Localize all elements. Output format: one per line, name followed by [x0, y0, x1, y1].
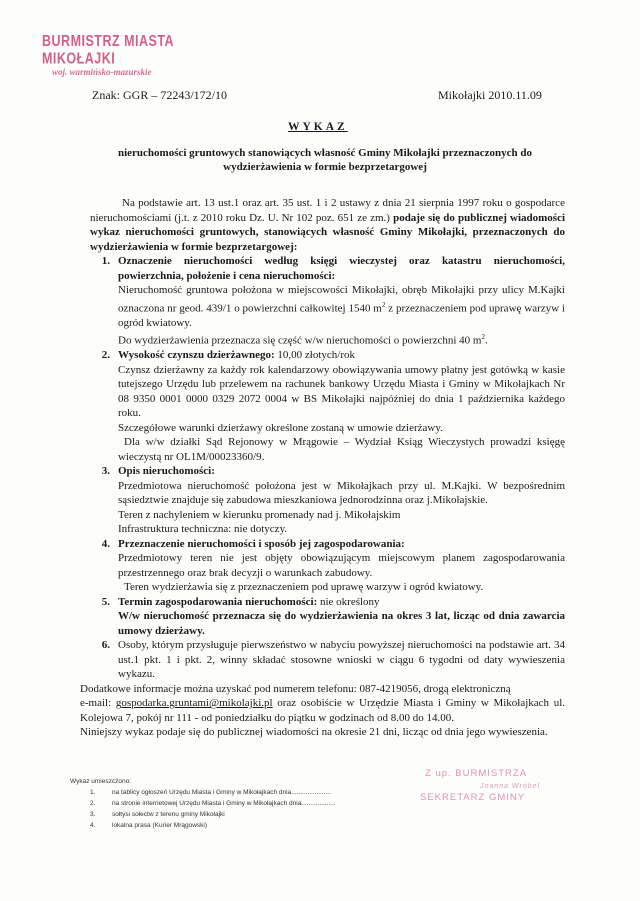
list-item: 2. Wysokość czynszu dzierżawnego: 10,00 złotych/rok Czynsz dzierżawny za każdy rok kalendarzowy obowiązywania umowy płatny jest gotówką w kasie tutejszego Urzędu lub przelewem na rachunek bankowy Urzędu Miasta i Gminy w Mikołajkach Nr 08 9350 0001 0000 0329 2072 0004 w BS Mikołajki najpóźniej do dnia 1 października każdego roku. Szczegółowe warunki dzierżawy określone zostaną w umowie dzierżawy. Dla w/w działki Sąd Rejonowy w Mrągowie – Wydział Ksiąg Wieczystych prowadzi księgę wieczystą nr OL1M/00023360/9. — [88, 348, 565, 464]
item-number: 2. — [101, 349, 110, 362]
intro-paragraph — [90, 196, 565, 254]
stamp-line-3: SEKRETARZ GMINY — [420, 792, 526, 803]
stamp-line-1: BURMISTRZ MIASTA MIKOŁAJKI — [42, 32, 174, 67]
list-item — [88, 638, 565, 682]
list-item — [88, 537, 565, 595]
item-number: 1. — [101, 255, 110, 267]
posting-item: 1. na tablicy ogłoszeń Urzędu Miasta i Gminy w Mikołajkach dnia...................... — [90, 789, 331, 796]
section-list — [90, 254, 565, 682]
posting-item: 2. na stronie internetowej Urzędu Miasta i Gminy w Mikołajkach dnia................... — [90, 800, 336, 807]
item-heading: Oznaczenie nieruchomości według księgi wieczystej oraz katastru nieruchomości, powierzchnia, położenie i cena nieruchomości: — [118, 255, 565, 282]
item-heading: Termin zagospodarowania nieruchomości: — [118, 595, 318, 608]
intro-text: Na podstawie art. 13 ust.1 oraz art. 35 ust. 1 i 2 ustawy z dnia 21 sierpnia 1997 roku o gospodarce nieruchomościami (j.t. z 2010 roku Dz. U. Nr 102 poz. 651 ze zm.) — [90, 197, 565, 224]
item-paragraph: Do wydzierżawienia przeznacza się część w/w nieruchomości o powierzchni 40 $m^2$. — [118, 333, 488, 347]
closing-info-line: Dodatkowe informacje można uzyskać pod numerem telefonu: 087-4219056, drogą elektroniczną — [80, 682, 511, 695]
item-heading: Opis nieruchomości: — [118, 465, 215, 478]
item-paragraph: Przedmiotowa nieruchomość położona jest w Mikołajkach przy ul. M.Kajki. W bezpośrednim sąsiedztwie znajduje się zabudowa mieszkaniowa jednorodzinna oraz j.Mikołajskie. — [118, 479, 565, 507]
item-paragraph: Czynsz dzierżawny za każdy rok kalendarzowy obowiązywania umowy płatny jest gotówką w kasie tutejszego Urzędu lub przelewem na rachunek bankowy Urzędu Miasta i Gminy w Mikołajkach Nr 08 9350 0001 0000 0329 2072 0004 w BS Mikołajki najpóźniej do dnia 1 października każdego roku. — [118, 363, 565, 420]
subtitle-line-1: nieruchomości gruntowych stanowiących własność Gminy Mikołajki przeznaczonych do — [117, 147, 533, 159]
item-number: 5. — [101, 595, 110, 608]
document-subtitle — [85, 146, 565, 174]
item-paragraph: Teren wydzierżawia się z przeznaczeniem pod uprawę warzyw i ogród kwiatowy. — [124, 581, 484, 594]
item-number: 6. — [101, 639, 110, 652]
stamp-line-1: Z up. BURMISTRZA — [425, 768, 528, 779]
posting-item: 3. sołtysi sołectw z terenu gminy Mikołajki — [90, 811, 225, 818]
item-heading: Wysokość czynszu dzierżawnego: — [118, 349, 275, 362]
item-paragraph: Dla w/w działki Sąd Rejonowy w Mrągowie – Wydział Ksiąg Wieczystych prowadzi księgę wieczystą nr OL1M/00023360/9. — [118, 436, 565, 463]
stamp-line-2: Joanna Wróbel — [480, 783, 541, 790]
document-title: WYKAZ — [288, 121, 348, 133]
item-paragraph: Przedmiotowy teren nie jest objęty obowiązującym miejscowym planem zagospodarowania przestrzennego oraz brak decyzji o warunkach zabudowy. — [118, 552, 565, 579]
item-paragraph: Nieruchomość gruntowa położona w miejscowości Mikołajki, obręb Mikołajki przy ulicy M.Kajki oznaczona nr geod. 439/1 o powierzchni całkowitej 1540 $m^2$ z przeznaczeniem pod uprawę warzyw i ogród kwiatowy. — [118, 284, 565, 329]
item-paragraph: Teren z nachyleniem w kierunku promenady nad j. Mikołajskim — [118, 508, 401, 521]
item-paragraph: Szczegółowe warunki dzierżawy określone zostaną w umowie dzierżawy. — [118, 421, 443, 434]
item-paragraph: Osoby, którym przysługuje pierwszeństwo w nabyciu powyższej nieruchomości na podstawie art. 34 ust.1 pkt. 1 i pkt. 2, winny składać stosowne wnioski w ciągu 6 tygodni od daty wywieszenia wykazu. — [118, 639, 565, 681]
item-number: 3. — [101, 465, 110, 478]
list-item: 5. Termin zagospodarowania nieruchomości: nie określony W/w nieruchomość przeznacza się do wydzierżawienia na okres 3 lat, licząc od dnia zawarcia umowy dzierżawy. — [88, 595, 565, 639]
document-body — [80, 196, 566, 740]
signature-stamp — [420, 768, 580, 803]
item-number: 4. — [101, 537, 110, 550]
subtitle-line-2: wydzierżawienia w formie bezprzetargowej — [223, 161, 427, 173]
item-paragraph: W/w nieruchomość przeznacza się do wydzierżawienia na okres 3 lat, licząc od dnia zawarcia umowy dzierżawy. — [118, 610, 565, 637]
document-date: Mikołajki 2010.11.09 — [438, 88, 542, 102]
intro-bold-text: podaje się do publicznej wiadomości wykaz nieruchomości gruntowych, stanowiących własność Gminy Mikołajki, przeznaczonych do wydzierżawienia w formie bezprzetargowej: — [90, 211, 566, 253]
office-stamp — [42, 32, 242, 77]
reference-number: Znak: GGR – 72243/172/10 — [92, 88, 227, 102]
posting-list-heading: Wykaz umieszczono: — [70, 778, 131, 785]
posting-list — [70, 776, 336, 831]
item-heading: Przeznaczenie nieruchomości i sposób jej zagospodarowania: — [118, 537, 405, 550]
list-item — [88, 464, 565, 537]
email-link[interactable]: gospodarka.gruntami@mikolajki.pl — [115, 697, 273, 710]
posting-item: 4. lokalna prasa (Kurier Mrągowski) — [90, 822, 208, 829]
closing-notice: Niniejszy wykaz podaje się do publicznej wiadomości na okresie 21 dni, licząc od dnia jego wywieszenia. — [80, 726, 548, 739]
item-paragraph: Infrastruktura techniczna: nie dotyczy. — [118, 523, 288, 536]
closing-contact: e-mail: gospodarka.gruntami@mikolajki.pl oraz osobiście w Urzędzie Miasta i Gminy w Mikołajkach ul. Kolejowa 7, pokój nr 111 - od poniedziałku do piątku w godzinach od 8.00 do 14.00. — [80, 697, 565, 724]
stamp-line-2: woj. warmińsko-mazurskie — [52, 67, 152, 77]
list-item — [88, 254, 565, 348]
